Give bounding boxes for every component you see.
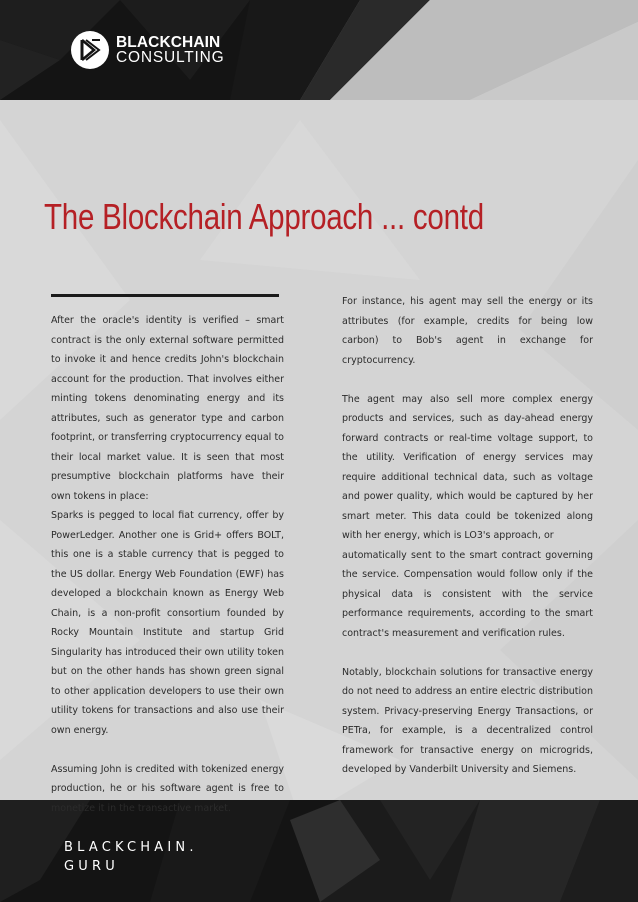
paragraph-gap bbox=[342, 643, 593, 663]
brand-name-line1: BLACKCHAIN bbox=[116, 34, 221, 51]
paragraph: Notably, blockchain solutions for transactive energy do not need to address an entire electric distribution system. Privacy-preserving Energy Transactions, or PETra, for example, is a decentralized control framework for transactive energy on microgrids, developed by Vanderbilt University and Siemens. bbox=[342, 666, 593, 775]
footer-line2: GURU bbox=[64, 859, 119, 874]
brand-logo bbox=[70, 30, 224, 70]
left-column bbox=[51, 311, 284, 818]
paragraph: Assuming John is credited with tokenized energy production, he or his software agent is free to monetize it in the transactive market. bbox=[51, 763, 284, 814]
paragraph: After the oracle's identity is verified – smart contract is the only external software permitted to invoke it and hence credits John's blockchain account for the production. That involves either minting tokens denominating energy and its attributes, such as generator type and carbon footprint, or transferring cryptocurrency equal to their local market value. It is seen that most presumptive blockchain platforms have their own tokens in place: bbox=[51, 315, 284, 502]
title-divider bbox=[51, 294, 279, 297]
paragraph: automatically sent to the smart contract governing the service. Compensation would follow only if the physical data is consistent with the service performance requirements, according to the smart contract's measurement and verification rules. bbox=[342, 549, 593, 639]
page-title: The Blockchain Approach ... contd bbox=[44, 196, 484, 237]
brand-name-line2: CONSULTING bbox=[116, 49, 225, 66]
paragraph: The agent may also sell more complex energy products and services, such as day-ahead energy forward contracts or real-time voltage support, to the utility. Verification of energy services may require additional technical data, such as voltage and power quality, which would be captured by her smart meter. This data could be tokenized along with her energy, which is LO3's approach, or bbox=[342, 393, 593, 541]
footer-website bbox=[64, 838, 198, 876]
bk-monogram-icon bbox=[70, 30, 110, 70]
paragraph: For instance, his agent may sell the energy or its attributes (for example, credits for being low carbon) to Bob's agent in exchange for cryptocurrency. bbox=[342, 296, 593, 366]
footer-line1: BLACKCHAIN. bbox=[64, 840, 198, 855]
right-column bbox=[342, 292, 593, 780]
paragraph-gap bbox=[51, 740, 284, 760]
brand-wordmark bbox=[116, 35, 224, 65]
paragraph: Sparks is pegged to local fiat currency, offer by PowerLedger. Another one is Grid+ offers BOLT, this one is a stable currency that is pegged to the US dollar. Energy Web Foundation (EWF) has developed a blockchain known as Energy Web Chain, is a non-profit consortium founded by Rocky Mountain Institute and startup Grid Singularity has introduced their own utility token but on the other hands has shown green signal to other application developers to use their own utility tokens for transactions and also use their own energy. bbox=[51, 510, 284, 736]
paragraph-gap bbox=[342, 370, 593, 390]
